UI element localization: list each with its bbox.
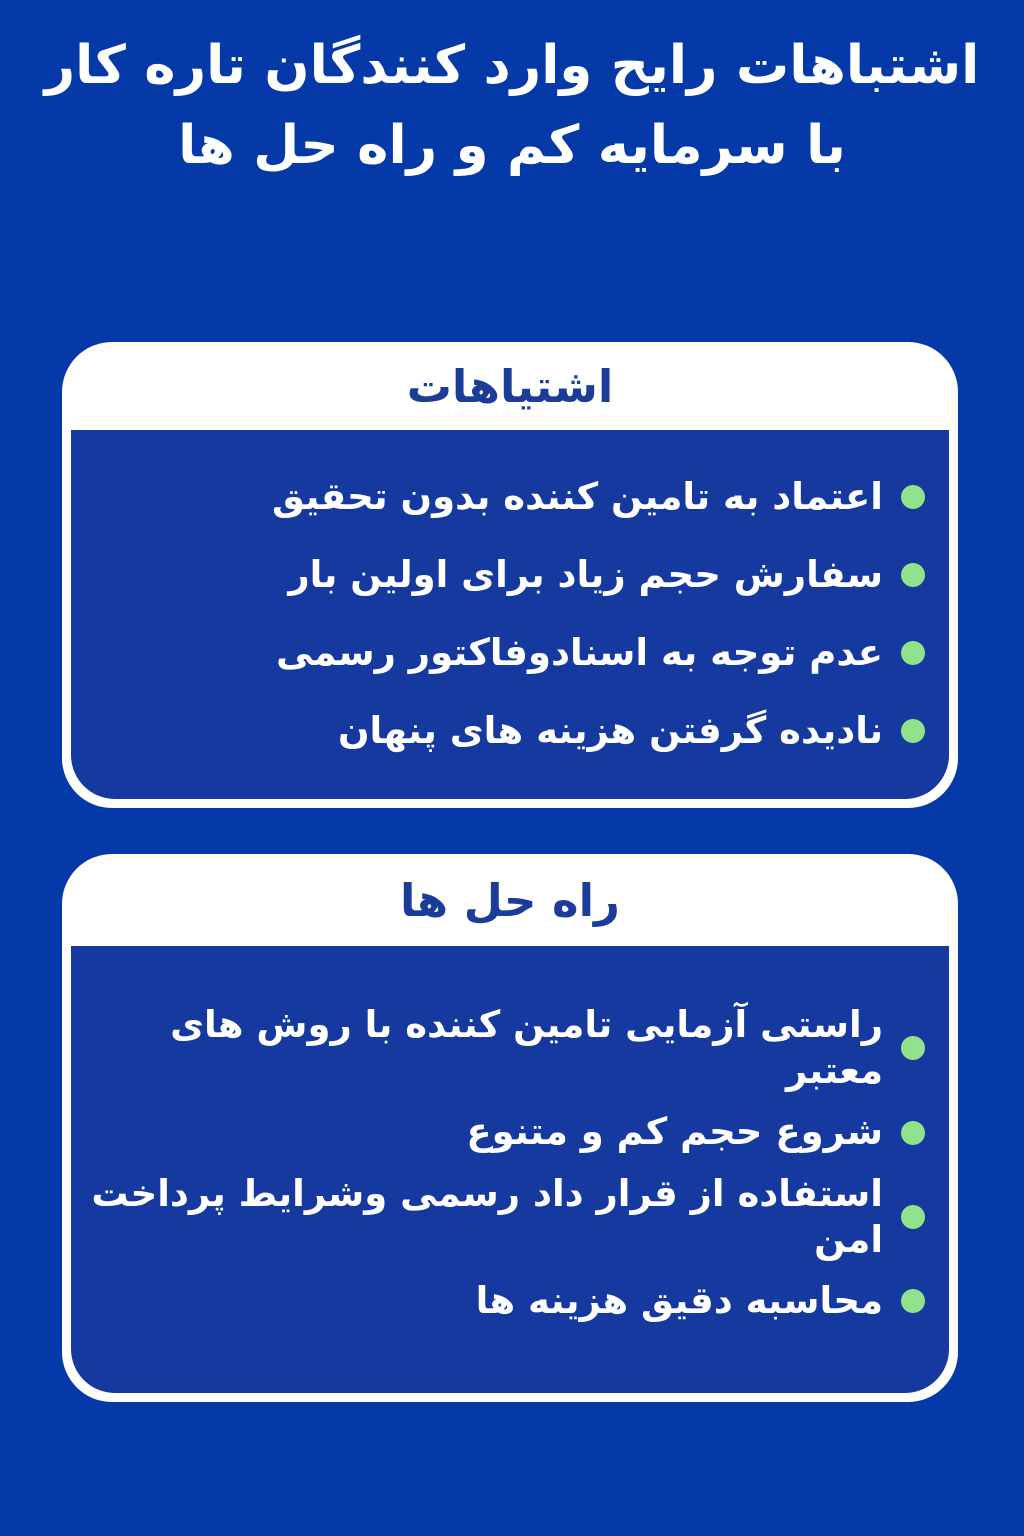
list-item <box>91 1171 925 1264</box>
list-item <box>91 1095 925 1171</box>
mistakes-card-title: اشتیاهات <box>406 359 614 413</box>
list-item-label: نادیده گرفتن هزینه های پنهان <box>337 708 883 752</box>
list-item <box>91 458 925 536</box>
page-title <box>0 26 1024 185</box>
list-item-label: شروع حجم کم و متنوع <box>466 1110 883 1154</box>
list-item <box>91 614 925 692</box>
list-item-label: راستی آزمایی تامین کننده با روش های معتبر <box>170 1003 883 1093</box>
list-item-label: محاسبه دقیق هزینه ها <box>475 1278 883 1322</box>
list-item-label: سفارش حجم زیاد برای اولین بار <box>288 552 883 596</box>
bullet-dot-icon <box>901 1205 925 1229</box>
list-item-label: استفاده از قرار داد رسمی وشرایط پرداخت امن <box>91 1171 883 1261</box>
bullet-dot-icon <box>901 1121 925 1145</box>
bullet-dot-icon <box>901 563 925 587</box>
mistakes-card-body <box>71 430 949 799</box>
bullet-dot-icon <box>901 719 925 743</box>
list-item-label: اعتماد به تامین کننده بدون تحقیق <box>271 474 883 518</box>
bullet-dot-icon <box>901 485 925 509</box>
mistakes-card-header <box>62 342 958 430</box>
bullet-dot-icon <box>901 1036 925 1060</box>
mistakes-card <box>62 342 958 808</box>
page-title-line-1: اشتباهات رایح وارد کنندگان تاره کار <box>44 35 980 96</box>
solutions-card <box>62 854 958 1402</box>
solutions-card-title: راه حل ها <box>400 873 620 927</box>
page-title-line-2: با سرمایه کم و راه حل ها <box>178 114 846 176</box>
bullet-dot-icon <box>901 641 925 665</box>
bullet-dot-icon <box>901 1289 925 1313</box>
list-item <box>91 1263 925 1339</box>
list-item <box>91 692 925 770</box>
list-item <box>91 1002 925 1095</box>
solutions-card-header <box>62 854 958 946</box>
list-item-label: عدم توجه به اسنادوفاکتور رسمی <box>275 630 883 674</box>
list-item <box>91 536 925 614</box>
solutions-card-body <box>71 946 949 1393</box>
